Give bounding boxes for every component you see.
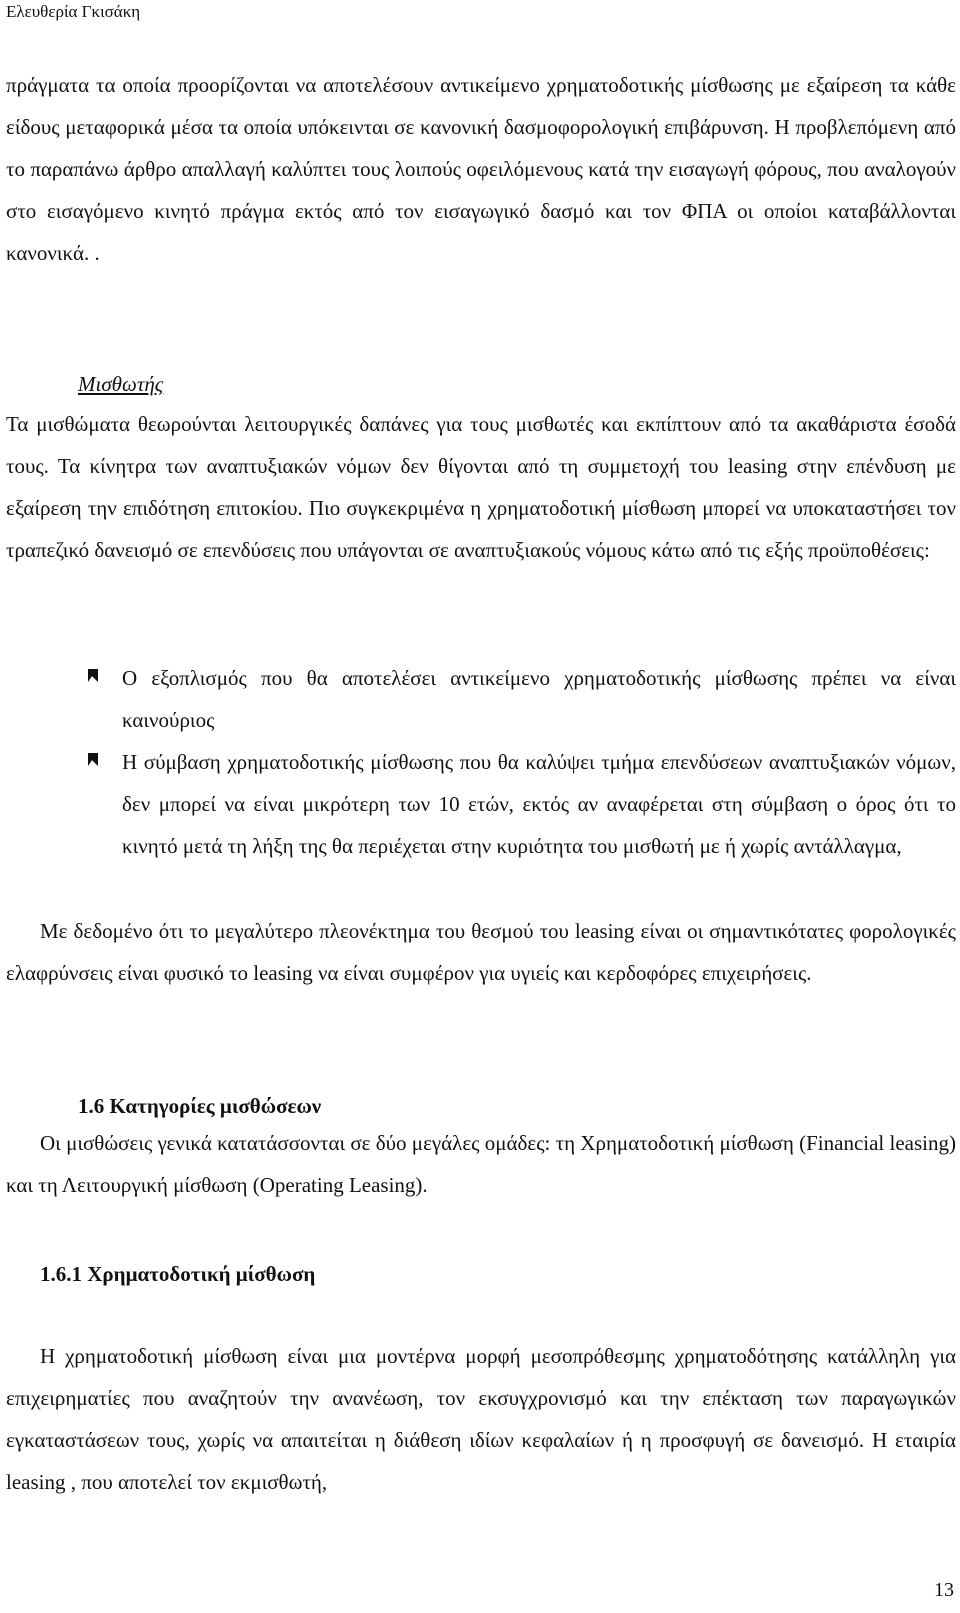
- running-header-author: Ελευθερία Γκισάκη: [6, 2, 141, 21]
- paragraph-financial-leasing-definition: Η χρηματοδοτική μίσθωση είναι μια μοντέρνα μορφή μεσοπρόθεσμης χρηματοδότησης κατάλληλη για επιχειρηματίες που αναζητούν την ανανέωση, τον εκσυγχρονισμό και την επέκταση των παραγωγικών εγκαταστάσεων τους, χωρίς να απαιτείται η διάθεση ιδίων κεφαλαίων ή η προσφυγή σε δανεισμό. Η εταιρία leasing , που αποτελεί τον εκμισθωτή,: [6, 1344, 956, 1494]
- conditions-list: [88, 657, 956, 867]
- section-heading-financial-leasing: 1.6.1 Χρηματοδοτική μίσθωση: [40, 1262, 316, 1286]
- list-item: [88, 657, 956, 741]
- page-number: 13: [934, 1579, 954, 1601]
- paragraph-lease-types: Οι μισθώσεις γενικά κατατάσσονται σε δύο μεγάλες ομάδες: τη Χρηματοδοτική μίσθωση (Financial leasing) και τη Λειτουργική μίσθωση (Operating Leasing).: [6, 1131, 956, 1197]
- paragraph-lessee-tax: Τα μισθώματα θεωρούνται λειτουργικές δαπάνες για τους μισθωτές και εκπίπτουν από τα ακαθάριστα έσοδά τους. Τα κίνητρα των αναπτυξιακών νόμων δεν θίγονται από τη συμμετοχή του leasing στην επένδυση με εξαίρεση την επιδότηση επιτοκίου. Πιο συγκεκριμένα η χρηματοδοτική μίσθωση μπορεί να υποκαταστήσει τον τραπεζικό δανεισμό σε επενδύσεις που υπάγονται σε αναπτυξιακούς νόμους κάτω από τις εξής προϋποθέσεις:: [6, 412, 956, 562]
- subheading-lessee: Μισθωτής: [78, 372, 164, 396]
- paragraph-import-exemption: πράγματα τα οποία προορίζονται να αποτελέσουν αντικείμενο χρηματοδοτικής μίσθωσης με εξαίρεση τα κάθε είδους μεταφορικά μέσα τα οποία υπόκεινται σε κανονική δασμοφορολογική επιβάρυνση. Η προβλεπόμενη από το παραπάνω άρθρο απαλλαγή καλύπτει τους λοιπούς οφειλόμενους κατά την εισαγωγή φόρους, που αναλογούν στο εισαγόμενο κινητό πράγμα εκτός από τον εισαγωγικό δασμό και τον ΦΠΑ οι οποίοι καταβάλλονται κανονικά. .: [6, 73, 956, 265]
- list-item-text: Ο εξοπλισμός που θα αποτελέσει αντικείμενο χρηματοδοτικής μίσθωσης πρέπει να είναι καινούριος: [122, 666, 956, 732]
- list-item-text: Η σύμβαση χρηματοδοτικής μίσθωσης που θα καλύψει τμήμα επενδύσεων αναπτυξιακών νόμων, δεν μπορεί να είναι μικρότερη των 10 ετών, εκτός αν αναφέρεται στη σύμβαση ο όρος ότι το κινητό μετά τη λήξη της θα περιέχεται στην κυριότητα του μισθωτή με ή χωρίς αντάλλαγμα,: [122, 750, 956, 858]
- bullet-marker-icon: [88, 669, 98, 682]
- list-item: [88, 741, 956, 867]
- bullet-marker-icon: [88, 753, 98, 766]
- section-heading-lease-categories: 1.6 Κατηγορίες μισθώσεων: [78, 1094, 322, 1118]
- paragraph-tax-advantage: Με δεδομένο ότι το μεγαλύτερο πλεονέκτημα του θεσμού του leasing είναι οι σημαντικότατες φορολογικές ελαφρύνσεις είναι φυσικό το leasing να είναι συμφέρον για υγιείς και κερδοφόρες επιχειρήσεις.: [6, 919, 956, 985]
